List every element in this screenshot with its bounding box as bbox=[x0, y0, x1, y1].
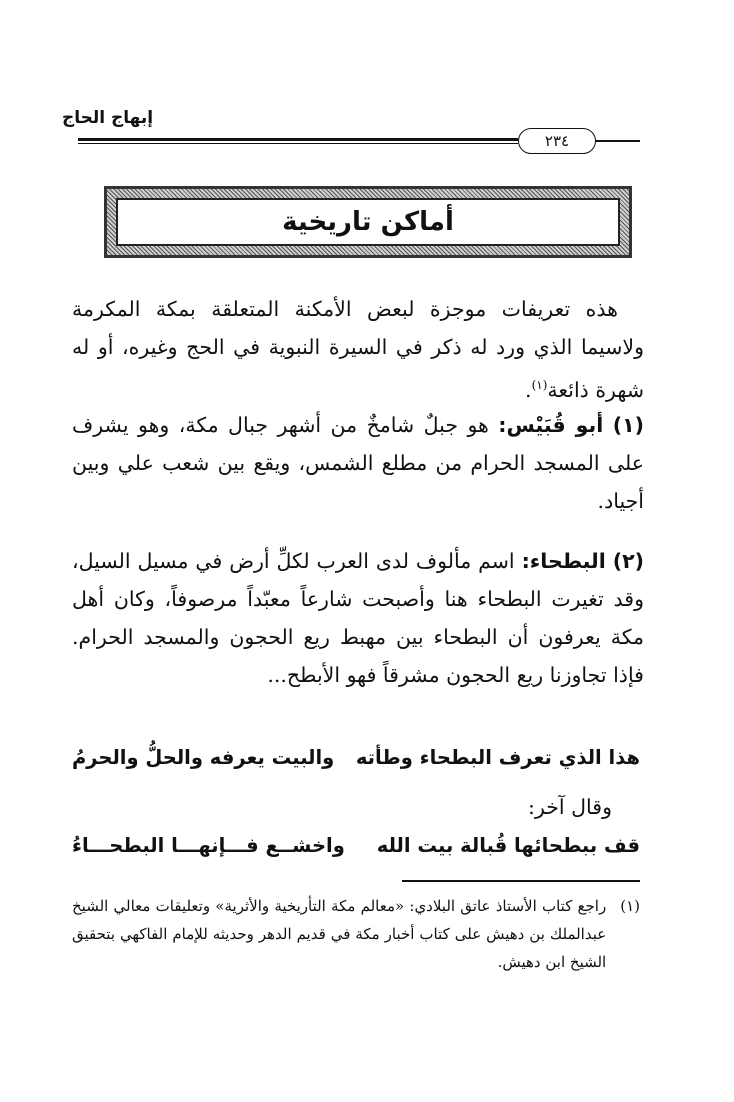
verse-hemistich-2: واخشــع فـــإنهـــا البطحـــاءُ bbox=[72, 834, 345, 857]
verse-hemistich-1: هذا الذي تعرف البطحاء وطأته bbox=[355, 746, 640, 769]
entry-number: (٢) bbox=[612, 549, 644, 573]
header-rule-left bbox=[78, 138, 518, 141]
entry-abu-qubais bbox=[72, 406, 644, 520]
footnote-text: راجع كتاب الأستاذ عاتق البلادي: «معالم مكة التأريخية والأثرية» وتعليقات معالي الشيخ عبدالملك بن دهيش على كتاب أخبار مكة في قديم الدهر وحديثه للإمام الفاكهي بتحقيق الشيخ ابن دهيش. bbox=[72, 897, 607, 971]
entry-text: هو جبلٌ شامخٌ من أشهر جبال مكة، وهو يشرف على المسجد الحرام من مطلع الشمس، ويقع بين شعب علي وبين أجياد. bbox=[72, 413, 644, 513]
poem-verse-2 bbox=[72, 834, 640, 857]
verse-hemistich-1: قف ببطحائها قُبالة بيت الله bbox=[376, 834, 640, 857]
section-title-frame bbox=[104, 186, 632, 258]
header-rule-right bbox=[594, 140, 640, 142]
another-said-text: وقال آخر: bbox=[528, 795, 612, 819]
section-title-box bbox=[116, 198, 620, 246]
intro-text: هذه تعريفات موجزة لبعض الأمكنة المتعلقة بمكة المكرمة ولاسيما الذي ورد له ذكر في السيرة النبوية في الحج وغيره، أو له شهرة ذائعة bbox=[72, 297, 644, 402]
header-rule-left-thin bbox=[78, 143, 518, 144]
poem-verse-1 bbox=[72, 746, 640, 769]
section-title: أماكن تاريخية bbox=[282, 207, 454, 237]
entry-term: البطحاء: bbox=[521, 549, 606, 573]
entry-text: اسم مألوف لدى العرب لكلِّ أرض في مسيل السيل، وقد تغيرت البطحاء هنا وأصبحت شارعاً معبّداً مرصوفاً، وكان أهل مكة يعرفون أن البطحاء بين مهبط ريع الحجون والمسجد الحرام. فإذا تجاوزنا ريع الحجون مشرقاً فهو الأبطح... bbox=[72, 549, 644, 687]
running-header-title: إبهاج الحاج bbox=[62, 108, 154, 128]
intro-paragraph bbox=[72, 290, 644, 409]
entry-number: (١) bbox=[612, 413, 644, 437]
another-said bbox=[72, 788, 612, 826]
footnote bbox=[72, 892, 640, 976]
footnote-number: (١) bbox=[620, 897, 640, 915]
page-number: ٢٣٤ bbox=[518, 128, 596, 154]
entry-al-batha bbox=[72, 542, 644, 694]
footnote-separator bbox=[402, 880, 640, 882]
footnote-reference: (١) bbox=[531, 378, 548, 392]
verse-hemistich-2: والبيت يعرفه والحلُّ والحرمُ bbox=[72, 746, 335, 769]
intro-end: . bbox=[525, 377, 532, 402]
entry-term: أبو قُبَيْس: bbox=[498, 413, 604, 437]
